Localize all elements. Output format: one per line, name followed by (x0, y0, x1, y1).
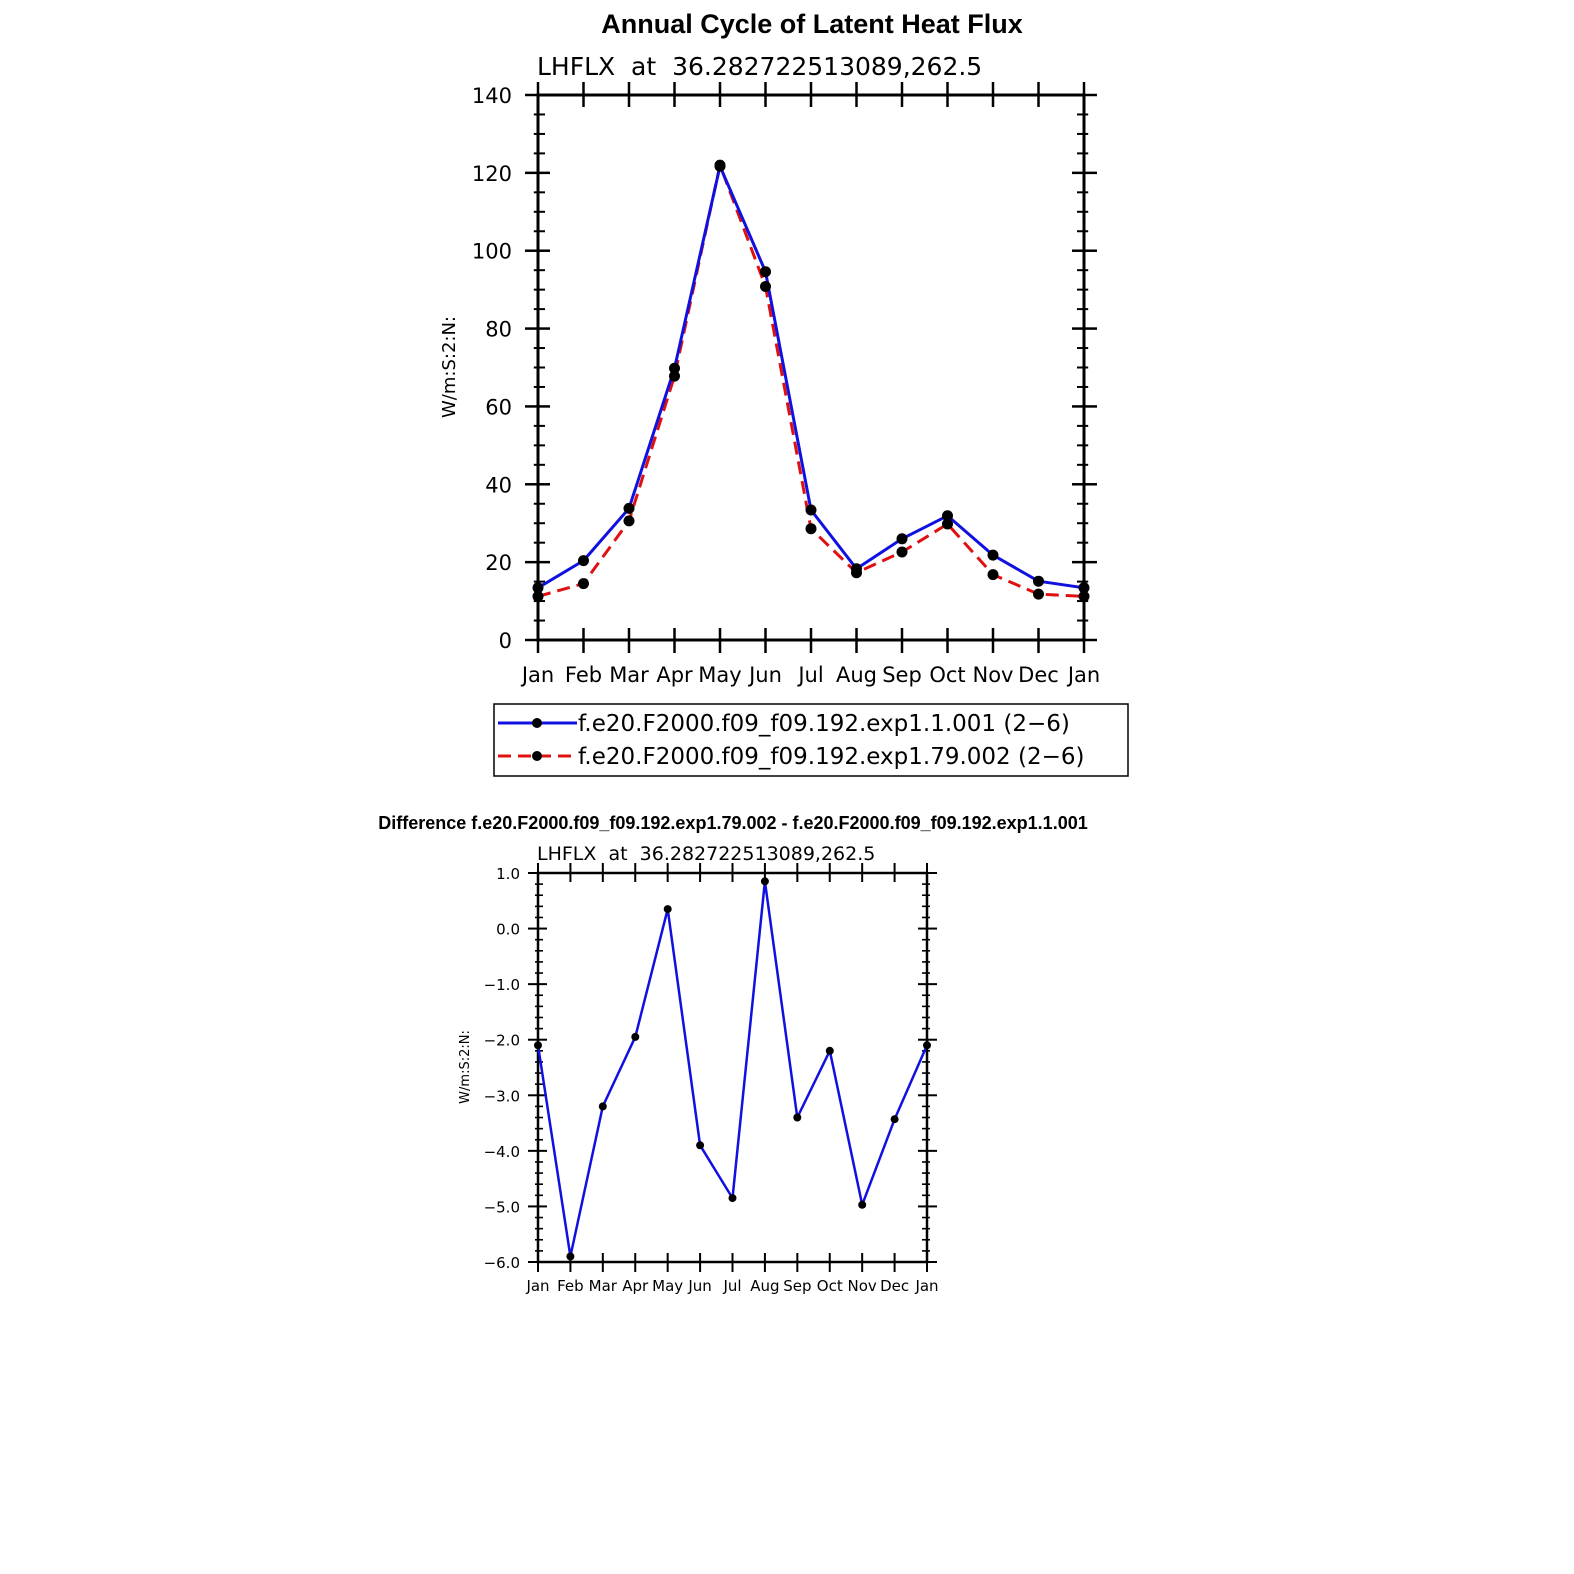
x-tick-label: Jun (749, 663, 782, 687)
x-tick-label: May (698, 663, 742, 687)
series-1-point (578, 555, 589, 566)
x-tick-label: Oct (816, 1277, 843, 1295)
chart1-subtitle: LHFLX at 36.282722513089,262.5 (537, 52, 983, 81)
series-1-point (761, 877, 769, 885)
series-1-point (631, 1033, 639, 1041)
series-2-point (533, 591, 544, 602)
y-tick-label: 0 (498, 629, 512, 653)
legend-label-series-2: f.e20.F2000.f09_f09.192.exp1.79.002 (2−6) (578, 744, 1085, 770)
x-tick-label: Nov (847, 1277, 877, 1295)
series-1-point (729, 1194, 737, 1202)
legend-marker-series-2 (532, 751, 542, 761)
x-tick-label: Mar (609, 663, 649, 687)
legend-label-series-1: f.e20.F2000.f09_f09.192.exp1.1.001 (2−6) (578, 711, 1070, 737)
series-1-point (793, 1114, 801, 1122)
series-1-point (696, 1141, 704, 1149)
x-tick-label: Jan (915, 1277, 939, 1295)
y-tick-label: 1.0 (496, 865, 520, 883)
x-tick-label: Apr (622, 1277, 649, 1295)
chart1-ylabel: W/m:S:2:N: (439, 316, 460, 418)
x-tick-label: Feb (557, 1277, 584, 1295)
series-2-point (578, 578, 589, 589)
series-2-point (760, 281, 771, 292)
y-tick-label: −6.0 (483, 1254, 520, 1272)
x-tick-label: Jan (526, 1277, 550, 1295)
series-1-point (534, 1041, 542, 1049)
x-tick-label: Dec (880, 1277, 910, 1295)
x-tick-label: Jun (688, 1277, 712, 1295)
annual-cycle-chart (439, 9, 1128, 776)
series-1-point (858, 1201, 866, 1209)
series-2-point (1033, 589, 1044, 600)
y-tick-label: 0.0 (496, 920, 520, 939)
y-tick-label: 100 (471, 239, 512, 264)
chart2-title: Difference f.e20.F2000.f09_f09.192.exp1.79.002 - f.e20.F2000.f09_f09.192.exp1.1.001 (378, 813, 1088, 833)
chart2-ticks (484, 863, 939, 1295)
chart1-title: Annual Cycle of Latent Heat Flux (601, 9, 1023, 39)
series-1-point (923, 1041, 931, 1049)
x-tick-label: Oct (929, 663, 966, 687)
series-2-point (988, 569, 999, 580)
series-1-point (599, 1102, 607, 1110)
y-tick-label: 140 (471, 84, 512, 108)
x-tick-label: Mar (588, 1277, 617, 1295)
x-tick-label: Jul (723, 1277, 742, 1295)
series-1-point (566, 1252, 574, 1260)
series-2-point (624, 515, 635, 526)
series-2-point (669, 371, 680, 382)
legend-marker-series-1 (532, 718, 542, 728)
x-tick-label: Nov (972, 663, 1014, 687)
x-tick-label: Apr (656, 663, 693, 687)
y-tick-label: −3.0 (483, 1087, 520, 1106)
y-tick-label: 120 (471, 161, 512, 186)
series-2-point (1079, 591, 1090, 602)
series-1-point (664, 905, 672, 913)
chart2-series (534, 877, 931, 1260)
series-1-point (988, 550, 999, 561)
y-tick-label: 80 (485, 317, 512, 342)
y-tick-label: −1.0 (483, 976, 520, 995)
y-tick-label: −4.0 (483, 1142, 520, 1161)
y-tick-label: 40 (485, 473, 512, 498)
y-tick-label: 20 (485, 551, 512, 576)
x-tick-label: Jan (521, 663, 555, 687)
y-tick-label: −2.0 (483, 1031, 520, 1050)
y-tick-label: 60 (485, 395, 512, 420)
x-tick-label: Aug (750, 1277, 780, 1295)
series-2-point (897, 547, 908, 558)
chart1-plot-frame (538, 95, 1084, 640)
chart2-plot-frame (538, 873, 927, 1262)
chart2-ylabel: W/m:S:2:N: (458, 1030, 473, 1104)
series-2-point (715, 160, 726, 171)
difference-chart (378, 813, 1087, 1295)
series-1-point (760, 266, 771, 277)
x-tick-label: May (652, 1277, 684, 1295)
y-tick-label: −5.0 (483, 1198, 520, 1217)
chart1-series (533, 160, 1090, 602)
x-tick-label: Feb (564, 663, 603, 687)
x-tick-label: Jul (798, 663, 824, 687)
x-tick-label: Jan (1067, 663, 1101, 687)
x-tick-label: Dec (1018, 663, 1059, 687)
series-1-point (826, 1047, 834, 1055)
series-1-point (1033, 576, 1044, 587)
x-tick-label: Sep (882, 663, 922, 687)
series-1-point (897, 533, 908, 544)
series-1-point (806, 505, 817, 516)
chart1-legend (494, 704, 1128, 776)
series-2-point (806, 523, 817, 534)
series-2-point (851, 567, 862, 578)
series-1-point (891, 1115, 899, 1123)
series-2-point (942, 519, 953, 530)
series-1-point (624, 503, 635, 514)
x-tick-label: Aug (835, 663, 878, 687)
x-tick-label: Sep (783, 1277, 812, 1295)
chart2-subtitle: LHFLX at 36.282722513089,262.5 (537, 843, 876, 865)
